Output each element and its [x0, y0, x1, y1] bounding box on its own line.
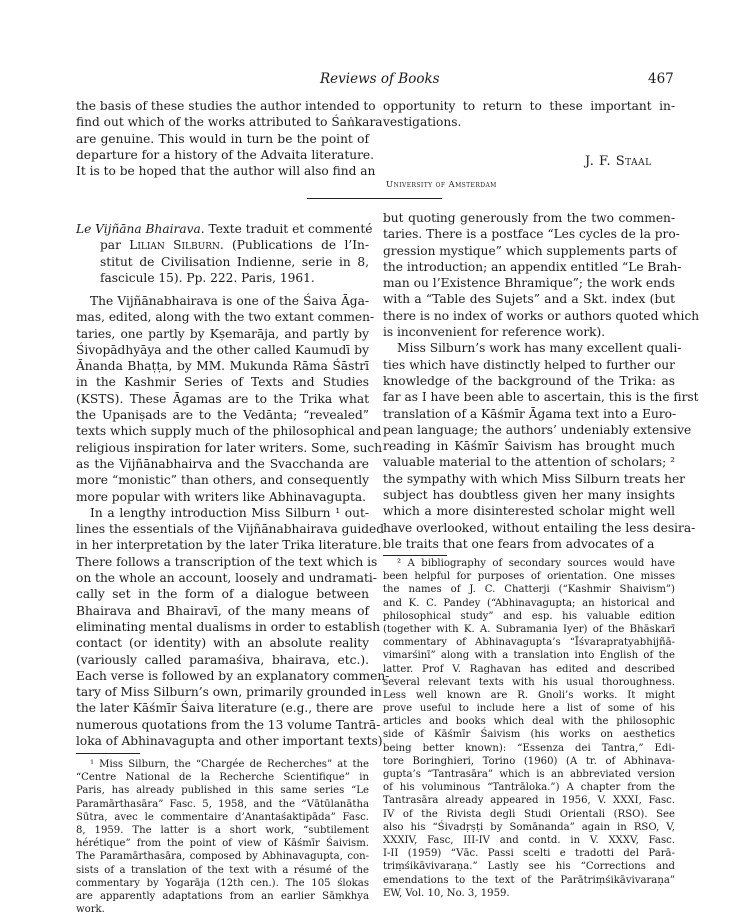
reviewer-affiliation: University of Amsterdam	[386, 180, 497, 190]
text-line: knowledge of the background of the Trika: as	[383, 373, 675, 388]
text-line: man ou l’Existence Bhramique”; the work ends	[383, 276, 675, 291]
citation-text: par	[100, 238, 121, 253]
text-line: XXXIV, Fasc, III-IV and contd. in V. XXXV, Fasc.	[383, 834, 675, 846]
text-line: philosophical study” and esp. his valuable edition	[383, 610, 675, 622]
text-line: been helpful for purposes of orientation. One misses	[383, 571, 675, 583]
text-line: in her interpretation by the later Trika literature.	[76, 538, 382, 553]
running-header	[0, 70, 741, 90]
prev-review-left-column	[76, 98, 383, 179]
citation-text: (Publications de l’In-	[232, 238, 369, 253]
text-line: gupta’s “Tantrasāra” which is an abbreviated version	[383, 769, 675, 780]
footnote-rule-left	[76, 753, 140, 754]
text-line: (variously called paramaśiva, bhairava, etc.).	[76, 652, 369, 667]
citation-line-3: stitut de Civilisation Indienne, serie in 8,	[100, 254, 369, 269]
text-line: emendations to the text of the Parātriṃśikāvivaraṇa”	[383, 874, 675, 886]
text-line: is inconvenient for reference work).	[383, 325, 606, 340]
text-line: and K. C. Pandey (“Abhinavagupta; an historical and	[383, 597, 675, 609]
text-line: ble traits that one fears from advocates of a	[383, 536, 655, 551]
page-number: 467	[648, 71, 674, 87]
text-line: vimarśinī” along with a translation into English of the	[383, 650, 675, 662]
text-line: The Paramārthasāra, composed by Abhinavagupta, con-	[76, 851, 369, 863]
book-title: Le Vijñāna Bhairava.	[76, 222, 205, 236]
text-line: there is no index of works or authors quoted which	[383, 308, 700, 323]
text-line: work.	[76, 904, 105, 916]
text-line: Paris, has already published in this same series “Le	[76, 785, 369, 797]
text-line: side of Kāśmīr Śaivism (his works on aesthetics	[383, 729, 675, 741]
text-line: EW, Vol. 10, No. 3, 1959.	[383, 887, 510, 899]
text-line: ties which have distinctly helped to further our	[383, 357, 675, 372]
section-divider	[307, 198, 442, 199]
text-line: the sympathy with which Miss Silburn treats her	[383, 471, 686, 486]
text-line: the Upaniṣads are to the Vedānta; “revealed”	[76, 408, 369, 423]
text-line: taries. There is a postface “Les cycles de la pro-	[383, 227, 680, 242]
text-line: Ānanda Bhaṭṭa, by MM. Mukunda Rāma Śāstrī	[76, 359, 369, 374]
text-line: lines the essentials of the Vijñānabhairava guided	[76, 522, 385, 537]
text-line: commentary by Yogarāja (12th cen.). The 105 ślokas	[76, 877, 369, 889]
text-line: with a “Table des Sujets” and a Skt. index (but	[383, 292, 675, 307]
text-line: reading in Kāśmīr Śaivism has brought much	[383, 439, 675, 454]
text-line: pean language; the authors’ undeniably extensive	[383, 422, 692, 437]
text-line: contact (or identity) with an absolute reality	[76, 636, 369, 651]
text-line: have overlooked, without entailing the less desira-	[383, 520, 696, 535]
book-citation	[76, 221, 373, 286]
text-line: Miss Silburn’s work has many excellent quali-	[397, 341, 682, 356]
citation-line-4: fascicule 15). Pp. 222. Paris, 1961.	[100, 270, 315, 285]
text-line: more popular with writers like Abhinavagupta.	[76, 489, 367, 504]
text-line: prove useful to include here a list of some of his	[383, 703, 675, 715]
text-line: departure for a history of the Advaita literature.	[76, 147, 374, 162]
text-line: triṃśikāvivaraṇa.” Lastly see his “Corrections and	[383, 861, 675, 873]
text-line: vestigations.	[383, 115, 462, 130]
text-line: of his voluminous “Tantrāloka.”) A chapter from the	[383, 782, 675, 794]
text-line: sists of a translation of the text with a résumé of the	[76, 864, 369, 876]
text-line: It is to be hoped that the author will also find an	[76, 164, 376, 179]
text-line: texts which supply much of the philosophical and	[76, 424, 382, 439]
text-line: eliminating mental dualisms in order to establish	[76, 619, 381, 634]
text-line: The Vijñānabhairava is one of the Śaiva Āga-	[90, 294, 369, 308]
text-line: Śivopādhyāya and the other called Kaumudī by	[76, 342, 369, 357]
text-line: loka of Abhinavagupta and other important texts)	[76, 734, 383, 749]
text-line: cally set in the form of a dialogue between	[76, 587, 369, 602]
review-right-column	[383, 210, 700, 552]
text-line: tary of Miss Silburn’s own, primarily grounded in	[76, 685, 382, 700]
text-line: articles and books which deal with the philosophic	[383, 716, 675, 728]
text-line: Paramārthasāra” Fasc. 5, 1958, and the “Vātūlanātha	[76, 798, 369, 810]
text-line: the names of J. C. Chatterji (“Kashmir Shaivism”)	[383, 584, 675, 596]
text-line: gression mystique” which supplements parts of	[383, 243, 677, 258]
text-line: but quoting generously from the two commen-	[383, 211, 675, 225]
text-line: subject has doubtless given her many insights	[383, 488, 675, 503]
citation-line-1	[76, 221, 373, 237]
running-title: Reviews of Books	[320, 71, 440, 87]
text-line: commentary of Abhinavagupta’s “Īśvarapratyabhijñā-	[383, 637, 675, 649]
text-line: There follows a transcription of the text which is	[76, 554, 378, 569]
text-line: taries, one partly by Kṣemarāja, and partly by	[76, 326, 369, 341]
text-line: Less well known are R. Gnoli’s works. It might	[383, 689, 675, 701]
text-line: the introduction; an appendix entitled “Le Brah-	[383, 259, 682, 274]
footnote-2	[383, 557, 675, 900]
text-line: ² A bibliography of secondary sources would have	[397, 558, 675, 569]
text-line: I-II (1959) “Vāc. Passi scelti e tradotti del Parā-	[383, 848, 675, 860]
text-line: mas, edited, along with the two extant commen-	[76, 310, 375, 325]
text-line: several relevant texts with his usual thoroughness.	[383, 676, 675, 688]
text-line: translation of a Kāśmīr Āgama text into a Euro-	[383, 406, 677, 421]
text-line: are apparently adaptations from an earlier Sāṃkhya	[76, 890, 369, 902]
text-line: the later Kāśmīr Śaiva literature (e.g., there are	[76, 701, 374, 716]
text-line: opportunity to return to these important in-	[383, 99, 675, 113]
text-line: which a more disinterested scholar might well	[383, 504, 675, 519]
prev-review-right-column	[383, 98, 675, 131]
text-line: valuable material to the attention of scholars; ²	[383, 455, 675, 470]
text-line: on the whole an account, loosely and undramati-	[76, 571, 377, 586]
text-line: Bhairava and Bhairavī, of the many means of	[76, 603, 369, 618]
text-line: (KSTS). These Āgamas are to the Trika what	[76, 391, 369, 406]
text-line: tore Boringhieri, Torino (1960) (A tr. of Abhinava-	[383, 755, 675, 767]
book-author: Lilian Silburn.	[129, 238, 224, 253]
text-line: latter. Prof V. Raghavan has edited and described	[383, 663, 675, 675]
review-left-column	[76, 293, 390, 749]
text-line: numerous quotations from the 13 volume Tantrā-	[76, 717, 381, 732]
citation-text: Texte traduit et commenté	[208, 222, 373, 236]
text-line: in the Kashmir Series of Texts and Studies	[76, 375, 369, 390]
text-line: far as I have been able to ascertain, this is the first	[383, 390, 699, 405]
citation-line-2	[100, 237, 369, 253]
text-line: being better known): “Essenza dei Tantra,” Edi-	[383, 742, 675, 754]
footnote-1	[76, 758, 369, 916]
text-line: Tantrasāra already appeared in 1956, V. XXXI, Fasc.	[383, 795, 675, 807]
text-line: ¹ Miss Silburn, the “Chargée de Recherches” at the	[90, 759, 369, 770]
text-line: find out which of the works attributed to Śaṅkara	[76, 115, 383, 130]
text-line: IV of the Rivista degli Studi Orientali (RSO). See	[383, 808, 675, 820]
reviewer-signature: J. F. Staal	[585, 154, 652, 169]
text-line: hérétique” from the point of view of Kāśmīr Śaivism.	[76, 838, 369, 850]
text-line: 8, 1959. The latter is a short work, “subtilement	[76, 824, 369, 836]
footnote-rule-right	[383, 555, 447, 556]
text-line: are genuine. This would in turn be the point of	[76, 131, 369, 146]
text-line: the basis of these studies the author intended to	[76, 99, 376, 113]
text-line: (together with K. A. Subramania Iyer) of the Bhāskarī	[383, 623, 675, 635]
text-line: also his “Śivadṛṣṭi by Somānanda” again in RSO, V,	[383, 821, 675, 833]
text-line: Each verse is followed by an explanatory commen-	[76, 668, 390, 683]
text-line: as the Vijñānabhairva and the Svacchanda are	[76, 456, 369, 471]
text-line: religious inspiration for later writers. Some, such	[76, 440, 383, 455]
text-line: more “monistic” than others, and consequently	[76, 473, 369, 488]
text-line: Sūtra, avec le commentaire d’Anantaśaktipāda” Fasc.	[76, 811, 369, 823]
text-line: In a lengthy introduction Miss Silburn ¹ out-	[90, 505, 369, 520]
text-line: “Centre National de la Recherche Scientifique” in	[76, 772, 369, 784]
